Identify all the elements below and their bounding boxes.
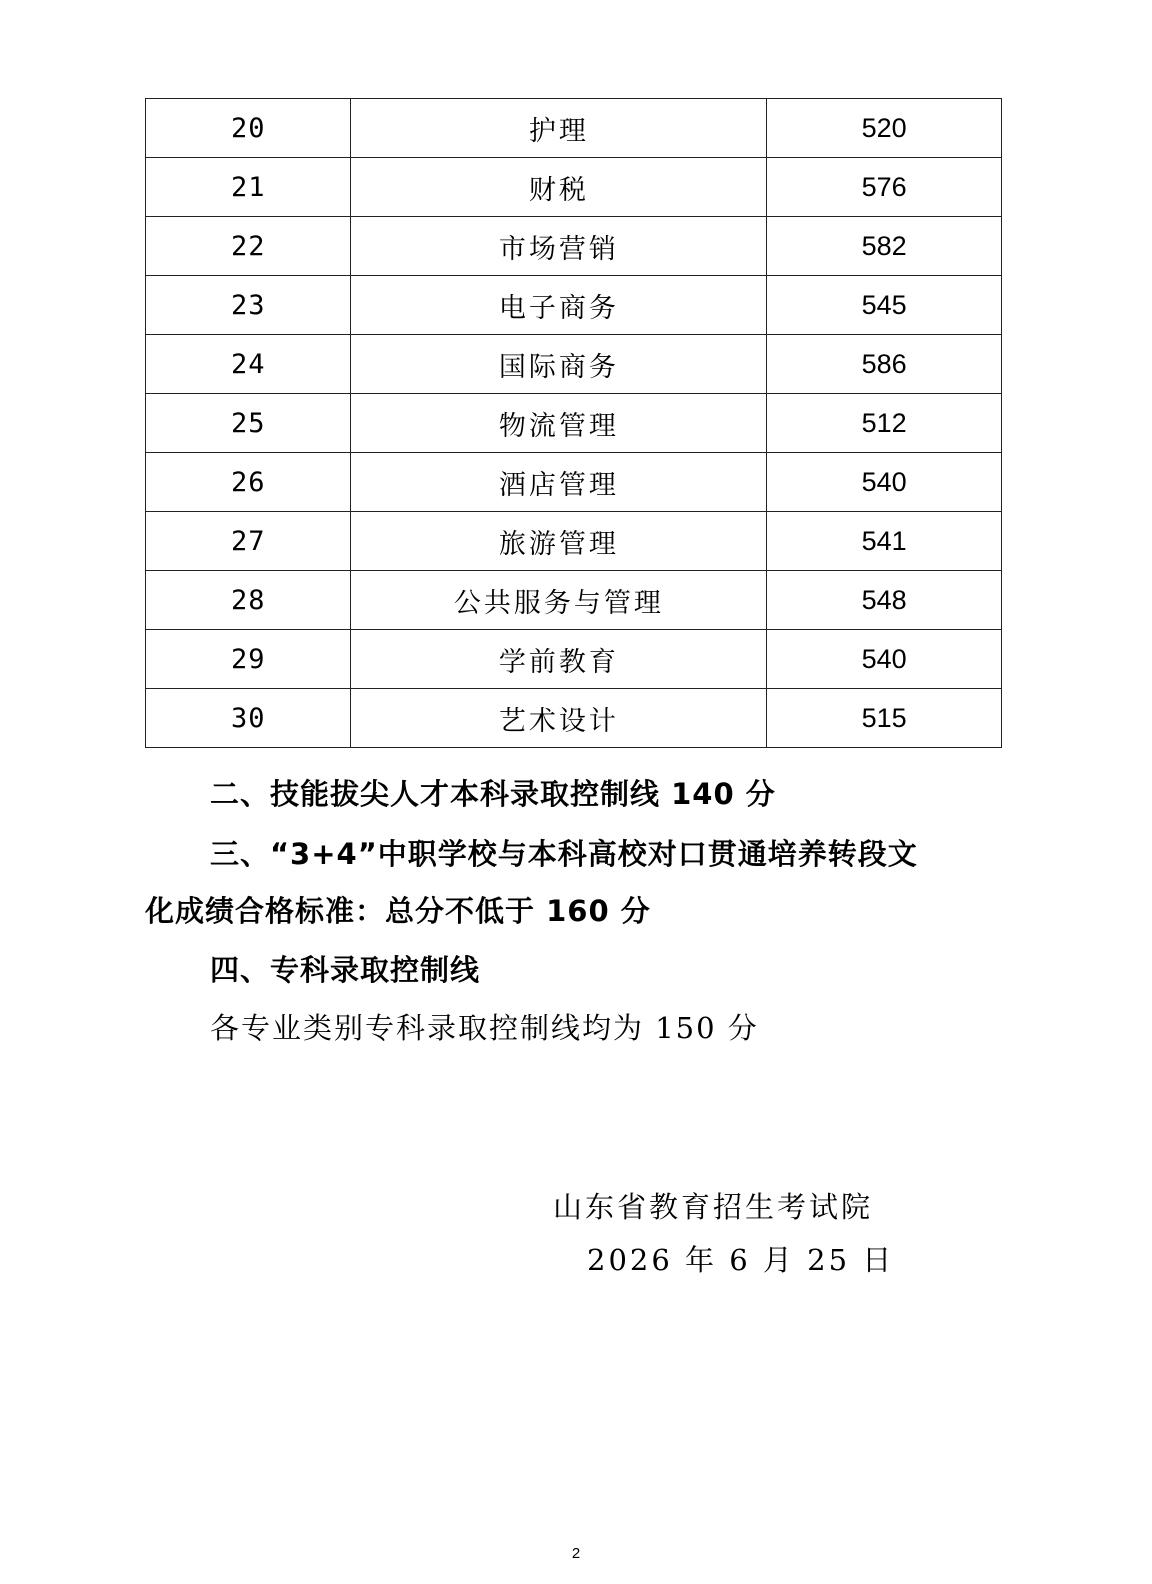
major-name-cell: 财税 — [351, 158, 767, 217]
score-cell: 540 — [767, 630, 1002, 689]
score-cell: 515 — [767, 689, 1002, 748]
signature-org: 山东省教育招生考试院 — [553, 1190, 874, 1224]
score-cell: 540 — [767, 453, 1002, 512]
major-name-cell: 学前教育 — [351, 630, 767, 689]
table-row — [146, 99, 1002, 158]
major-name-cell: 艺术设计 — [351, 689, 767, 748]
signature-date: 2026 年 6 月 25 日 — [587, 1243, 895, 1277]
score-cell: 512 — [767, 394, 1002, 453]
table-row — [146, 335, 1002, 394]
score-table — [145, 98, 1002, 748]
row-number-cell: 27 — [146, 512, 351, 571]
section-4-text: 各专业类别专科录取控制线均为 150 分 — [210, 1011, 759, 1045]
major-name-cell: 护理 — [351, 99, 767, 158]
major-name-cell: 物流管理 — [351, 394, 767, 453]
row-number-cell: 25 — [146, 394, 351, 453]
table-row — [146, 217, 1002, 276]
table-row — [146, 689, 1002, 748]
row-number-cell: 29 — [146, 630, 351, 689]
score-cell: 548 — [767, 571, 1002, 630]
score-cell: 520 — [767, 99, 1002, 158]
row-number-cell: 20 — [146, 99, 351, 158]
major-name-cell: 市场营销 — [351, 217, 767, 276]
row-number-cell: 28 — [146, 571, 351, 630]
score-cell: 541 — [767, 512, 1002, 571]
page-number: 2 — [571, 1545, 581, 1562]
row-number-cell: 21 — [146, 158, 351, 217]
row-number-cell: 23 — [146, 276, 351, 335]
major-name-cell: 酒店管理 — [351, 453, 767, 512]
major-name-cell: 公共服务与管理 — [351, 571, 767, 630]
table-row — [146, 394, 1002, 453]
section-3-line1: 三、“3+4”中职学校与本科高校对口贯通培养转段文 — [210, 837, 918, 871]
score-cell: 586 — [767, 335, 1002, 394]
table-row — [146, 158, 1002, 217]
section-2-text: 二、技能拔尖人才本科录取控制线 140 分 — [210, 777, 776, 811]
table-row — [146, 453, 1002, 512]
score-cell: 545 — [767, 276, 1002, 335]
section-4-heading: 四、专科录取控制线 — [210, 953, 481, 987]
table-row — [146, 276, 1002, 335]
row-number-cell: 26 — [146, 453, 351, 512]
score-cell: 576 — [767, 158, 1002, 217]
table-row — [146, 571, 1002, 630]
row-number-cell: 24 — [146, 335, 351, 394]
row-number-cell: 30 — [146, 689, 351, 748]
section-3-line2: 化成绩合格标准：总分不低于 160 分 — [145, 894, 651, 928]
major-name-cell: 国际商务 — [351, 335, 767, 394]
row-number-cell: 22 — [146, 217, 351, 276]
table-row — [146, 630, 1002, 689]
score-cell: 582 — [767, 217, 1002, 276]
table-row — [146, 512, 1002, 571]
major-name-cell: 电子商务 — [351, 276, 767, 335]
major-name-cell: 旅游管理 — [351, 512, 767, 571]
score-table-body — [146, 99, 1002, 748]
